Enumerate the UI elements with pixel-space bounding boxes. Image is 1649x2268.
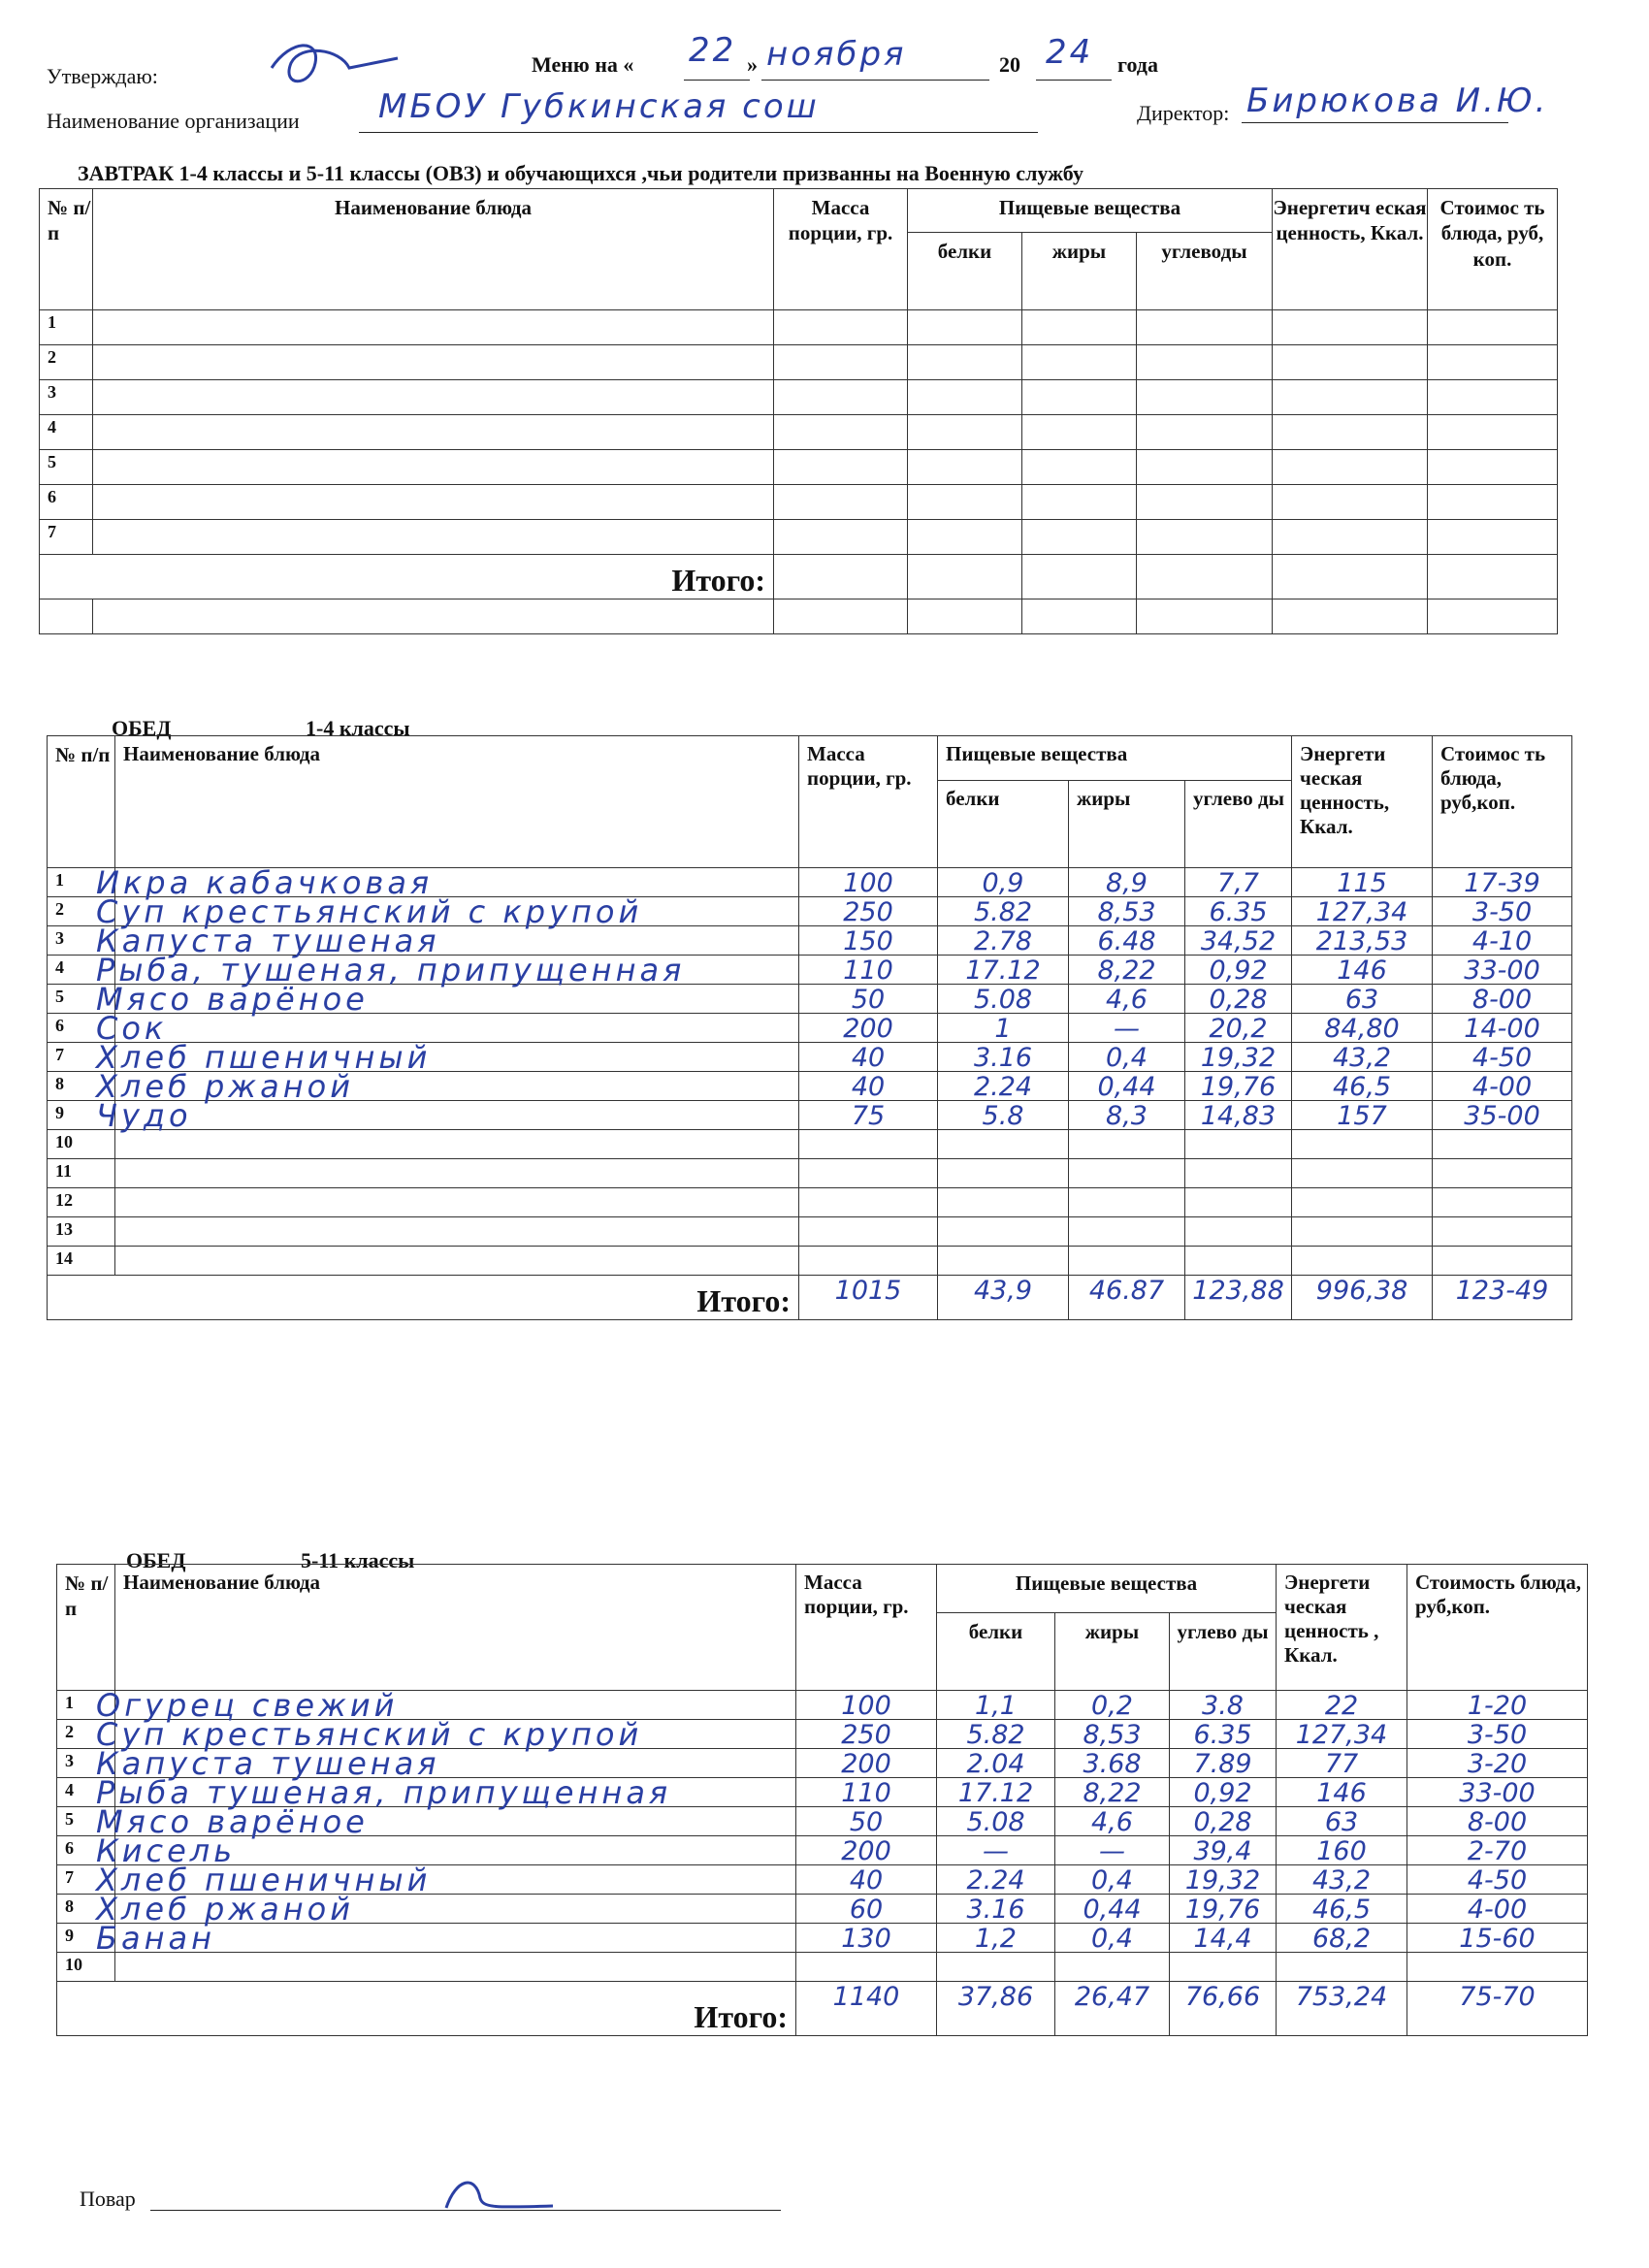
cell-carbs: 0,28 [1209,985,1268,1015]
table-row: 4 [40,415,1558,450]
lunch1-table [47,735,1572,1320]
cell-cost: 33-00 [1464,956,1540,986]
table-row: 5 [40,450,1558,485]
cell-fat: 0,44 [1083,1895,1142,1925]
cell-energy: 77 [1324,1749,1359,1779]
director-label: Директор: [1137,101,1230,125]
cell-protein: 0,9 [982,868,1024,898]
cell-protein: 5.82 [966,1720,1025,1750]
row-number: 5 [57,1807,115,1836]
cell-energy: 213,53 [1315,926,1408,956]
cell-carbs: 19,76 [1200,1072,1277,1102]
cell-energy: 46,5 [1311,1895,1372,1925]
table-row [57,1953,1588,1982]
dish-name: Хлеб пшеничный [96,1039,432,1076]
lunch2-classes: 5-11 классы [301,1548,415,1572]
cell-mass: 110 [843,956,893,986]
menu-day-close: » [747,52,758,77]
table-row [48,1072,1572,1101]
cell-fat: 6.48 [1097,926,1156,956]
row-number: 12 [48,1188,115,1217]
dish-name: Мясо варёное [96,981,369,1018]
cell-fat: 3.68 [1083,1749,1142,1779]
lunch2-total-label: Итого: [57,1982,796,2036]
lunch2-total-carbs: 76,66 [1184,1982,1261,2012]
lunch1-total-energy: 996,38 [1315,1276,1408,1306]
cell-mass: 100 [841,1691,891,1721]
col-name-header: Наименование блюда [115,1565,796,1691]
row-number: 2 [48,897,115,926]
cell-mass: 200 [843,1014,893,1044]
cell-energy: 43,2 [1332,1043,1392,1073]
col-no-header: № п/п [48,736,115,868]
lunch1-total-carbs: 123,88 [1192,1276,1284,1306]
cell-fat: 8,9 [1106,868,1148,898]
cell-fat: 8,22 [1083,1778,1142,1808]
col-name-header: Наименование блюда [93,189,774,310]
col-energy-header: Энергети ческая ценность, Ккал. [1292,736,1433,868]
row-number: 3 [48,926,115,956]
menu-prefix: Меню на « [532,52,634,77]
table-row [48,1101,1572,1130]
cell-fat: — [1099,1836,1125,1866]
cell-protein: 3.16 [966,1895,1025,1925]
cell-carbs: 39,4 [1193,1836,1252,1866]
year-word: года [1117,52,1158,77]
cell-carbs: 6.35 [1193,1720,1252,1750]
total-row [57,1982,1588,2036]
cell-fat: 0,4 [1106,1043,1148,1073]
cell-protein: 1,2 [975,1924,1017,1954]
dish-name: Хлеб ржаной [96,1891,355,1928]
lunch2-total-mass: 1140 [832,1982,900,2012]
cell-carbs: 19,32 [1184,1865,1261,1895]
lunch1-total-protein: 43,9 [973,1276,1033,1306]
col-cost-header: Стоимос ть блюда, руб,коп. [1433,736,1572,868]
dish-name: Хлеб пшеничный [96,1862,432,1898]
cell-carbs: 0,28 [1193,1807,1252,1837]
dish-name: Мясо варёное [96,1803,369,1840]
table-row [48,897,1572,926]
cell-mass: 250 [843,897,893,927]
cell-carbs: 34,52 [1200,926,1277,956]
row-number: 1 [57,1691,115,1720]
cell-cost: 4-50 [1467,1865,1528,1895]
cell-carbs: 14,4 [1193,1924,1252,1954]
cell-carbs: 19,32 [1200,1043,1277,1073]
cell-mass: 40 [849,1865,884,1895]
table-row [48,1188,1572,1217]
row-number: 7 [48,1043,115,1072]
cell-energy: 146 [1316,1778,1367,1808]
director-value: Бирюкова И.Ю. [1246,81,1549,120]
cell-energy: 127,34 [1295,1720,1388,1750]
col-carbs-header: углеводы [1137,233,1273,310]
table-row: 6 [40,485,1558,520]
cell-protein: 5.08 [973,985,1033,1015]
cell-cost: 4-00 [1471,1072,1533,1102]
dish-name: Кисель [96,1832,237,1869]
col-nutrients-header: Пищевые вещества [937,1565,1277,1613]
cell-protein: 5.82 [973,897,1033,927]
cell-mass: 50 [851,985,886,1015]
cell-energy: 84,80 [1324,1014,1400,1044]
row-number: 11 [48,1159,115,1188]
lunch2-total-energy: 753,24 [1295,1982,1388,2012]
col-no-header: № п/ п [57,1565,115,1691]
cell-energy: 115 [1337,868,1387,898]
breakfast-total-label: Итого: [40,555,774,599]
cell-cost: 14-00 [1464,1014,1540,1044]
cell-fat: 0,4 [1091,1924,1133,1954]
cell-carbs: 0,92 [1193,1778,1252,1808]
cell-mass: 75 [851,1101,886,1131]
table-row [57,1836,1588,1865]
table-row: 2 [40,345,1558,380]
table-row [57,1924,1588,1953]
cell-fat: 8,53 [1097,897,1156,927]
cell-fat: — [1114,1014,1140,1044]
cell-mass: 250 [841,1720,891,1750]
row-number: 7 [57,1865,115,1895]
dish-name: Суп крестьянский с крупой [96,893,643,930]
col-protein-header: белки [937,1613,1055,1691]
cell-carbs: 0,92 [1209,956,1268,986]
col-protein-header: белки [938,781,1069,868]
col-energy-header: Энергети ческая ценность , Ккал. [1277,1565,1407,1691]
col-cost-header: Стоимос ть блюда, руб, коп. [1428,189,1558,310]
lunch2-table [56,1564,1588,2036]
row-number: 9 [48,1101,115,1130]
cell-mass: 150 [843,926,893,956]
dish-name: Рыба тушеная, припущенная [96,1774,672,1811]
table-row [57,1691,1588,1720]
lunch2-total-protein: 37,86 [957,1982,1034,2012]
col-cost-header: Стоимость блюда, руб,коп. [1407,1565,1588,1691]
cell-cost: 4-10 [1471,926,1533,956]
col-carbs-header: углево ды [1170,1613,1277,1691]
cell-fat: 8,53 [1083,1720,1142,1750]
cell-carbs: 20,2 [1209,1014,1268,1044]
col-carbs-header: углево ды [1185,781,1292,868]
col-protein-header: белки [908,233,1022,310]
cell-protein: 17.12 [957,1778,1034,1808]
total-row [40,555,1558,599]
row-number: 1 [48,868,115,897]
cell-energy: 68,2 [1311,1924,1372,1954]
col-energy-header: Энергетич еская ценность, Ккал. [1273,189,1428,310]
row-number: 13 [48,1217,115,1247]
cell-cost: 3-50 [1471,897,1533,927]
cell-protein: 5.8 [982,1101,1024,1131]
dish-name: Банан [96,1920,216,1957]
row-number: 2 [57,1720,115,1749]
table-row [57,1807,1588,1836]
total-row [48,1276,1572,1320]
cell-fat: 0,2 [1091,1691,1133,1721]
cell-carbs: 19,76 [1184,1895,1261,1925]
table-row [48,956,1572,985]
cell-protein: — [983,1836,1009,1866]
cell-fat: 8,3 [1106,1101,1148,1131]
col-fat-header: жиры [1055,1613,1170,1691]
dish-name: Чудо [96,1097,192,1134]
row-number: 4 [57,1778,115,1807]
lunch2-title: ОБЕД [126,1548,186,1572]
cell-mass: 60 [849,1895,884,1925]
lunch1-total-label: Итого: [48,1276,799,1320]
cell-carbs: 7,7 [1217,868,1259,898]
cell-protein: 1 [994,1014,1012,1044]
col-fat-header: жиры [1022,233,1137,310]
row-number: 8 [57,1895,115,1924]
cell-fat: 8,22 [1097,956,1156,986]
cell-energy: 22 [1324,1691,1359,1721]
row-number: 10 [48,1130,115,1159]
cell-protein: 1,1 [975,1691,1017,1721]
table-row [48,1159,1572,1188]
table-row: 3 [40,380,1558,415]
lunch1-classes: 1-4 классы [306,716,410,740]
row-number: 14 [48,1247,115,1276]
cell-protein: 17.12 [965,956,1041,986]
cell-mass: 200 [841,1749,891,1779]
lunch2-total-fat: 26,47 [1074,1982,1150,2012]
cook-signature [436,2169,563,2218]
cook-label: Повар [80,2187,136,2211]
org-value: МБОУ Губкинская сош [378,87,820,126]
table-row [48,1043,1572,1072]
col-fat-header: жиры [1069,781,1185,868]
table-row [48,926,1572,956]
cell-cost: 4-00 [1467,1895,1528,1925]
lunch2-total-cost: 75-70 [1459,1982,1536,2012]
table-row [48,1130,1572,1159]
cell-cost: 33-00 [1459,1778,1536,1808]
cell-energy: 157 [1337,1101,1387,1131]
dish-name: Сок [96,1010,168,1047]
cell-cost: 35-00 [1464,1101,1540,1131]
col-nutrients-header: Пищевые вещества [908,189,1273,233]
cell-cost: 4-50 [1471,1043,1533,1073]
breakfast-title: ЗАВТРАК 1-4 классы и 5-11 классы (ОВЗ) и обучающихся ,чьи родители призванны на Военную службу [78,161,1083,185]
cell-cost: 8-00 [1471,985,1533,1015]
cell-cost: 17-39 [1464,868,1540,898]
approve-label: Утверждаю: [47,64,158,88]
cell-energy: 127,34 [1315,897,1408,927]
table-row [57,1749,1588,1778]
breakfast-table [39,188,1558,634]
cell-energy: 63 [1344,985,1379,1015]
cell-energy: 146 [1337,956,1387,986]
lunch1-title: ОБЕД [112,716,172,740]
cell-protein: 5.08 [966,1807,1025,1837]
dish-name: Огурец свежий [96,1687,399,1724]
year-prefix: 20 [999,52,1020,77]
table-row: 1 [40,310,1558,345]
cell-mass: 40 [851,1043,886,1073]
cell-energy: 43,2 [1311,1865,1372,1895]
col-mass-header: Масса порции, гр. [796,1565,937,1691]
table-row [48,1247,1572,1276]
cell-cost: 3-20 [1467,1749,1528,1779]
dish-name: Капуста тушеная [96,1745,440,1782]
cell-protein: 3.16 [973,1043,1033,1073]
year-suffix: 24 [1046,33,1094,72]
cell-cost: 3-50 [1467,1720,1528,1750]
row-number: 3 [57,1749,115,1778]
dish-name: Икра кабачковая [96,864,434,901]
table-row [48,1217,1572,1247]
cell-mass: 50 [849,1807,884,1837]
menu-day: 22 [689,31,737,70]
cell-fat: 4,6 [1106,985,1148,1015]
cell-energy: 160 [1316,1836,1367,1866]
cell-protein: 2.78 [973,926,1033,956]
cell-fat: 0,44 [1097,1072,1156,1102]
table-row: 7 [40,520,1558,555]
cell-protein: 2.24 [966,1865,1025,1895]
cell-protein: 2.24 [973,1072,1033,1102]
cell-mass: 100 [843,868,893,898]
cell-energy: 46,5 [1332,1072,1392,1102]
row-number: 6 [48,1014,115,1043]
cell-mass: 130 [841,1924,891,1954]
lunch1-total-mass: 1015 [834,1276,902,1306]
lunch1-total-fat: 46.87 [1088,1276,1165,1306]
row-number: 10 [57,1953,115,1982]
col-mass-header: Масса порции, гр. [799,736,938,868]
table-row [57,1865,1588,1895]
cell-protein: 2.04 [966,1749,1025,1779]
cell-carbs: 6.35 [1209,897,1268,927]
dish-name: Суп крестьянский с крупой [96,1716,643,1753]
dish-name: Капуста тушеная [96,923,440,959]
dish-name: Рыба, тушеная, припущенная [96,952,686,988]
dish-name: Хлеб ржаной [96,1068,355,1105]
cell-cost: 1-20 [1467,1691,1528,1721]
table-row [57,1720,1588,1749]
row-number: 5 [48,985,115,1014]
table-row [57,1778,1588,1807]
cell-carbs: 7.89 [1193,1749,1252,1779]
table-row [48,1014,1572,1043]
col-mass-header: Масса порции, гр. [774,189,908,310]
cell-energy: 63 [1324,1807,1359,1837]
row-number: 9 [57,1924,115,1953]
table-row [57,1895,1588,1924]
cell-mass: 110 [841,1778,891,1808]
cell-fat: 4,6 [1091,1807,1133,1837]
cell-carbs: 14,83 [1200,1101,1277,1131]
table-row [48,868,1572,897]
cell-fat: 0,4 [1091,1865,1133,1895]
row-number: 8 [48,1072,115,1101]
cell-cost: 15-60 [1459,1924,1536,1954]
lunch1-total-cost: 123-49 [1455,1276,1549,1306]
table-row [48,985,1572,1014]
cell-mass: 200 [841,1836,891,1866]
col-name-header: Наименование блюда [115,736,799,868]
cell-mass: 40 [851,1072,886,1102]
org-label: Наименование организации [47,109,300,133]
cell-carbs: 3.8 [1202,1691,1244,1721]
col-nutrients-header: Пищевые вещества [938,736,1292,781]
cell-cost: 8-00 [1467,1807,1528,1837]
menu-month: ноября [766,35,907,74]
row-number: 6 [57,1836,115,1865]
col-no-header: № п/ п [40,189,93,310]
row-number: 4 [48,956,115,985]
cell-cost: 2-70 [1467,1836,1528,1866]
